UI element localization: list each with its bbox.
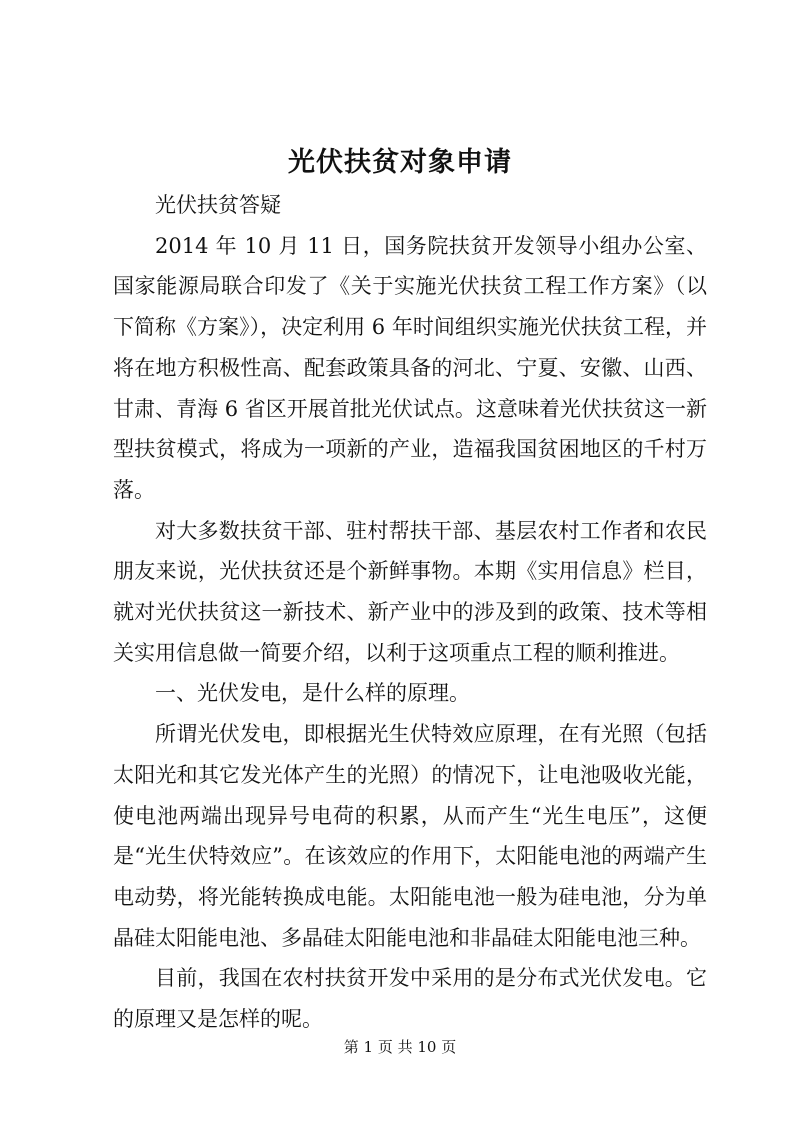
document-body xyxy=(113,185,707,1040)
page-number-footer: 第 1 页 共 10 页 xyxy=(343,1038,457,1056)
paragraph-subtitle: 光伏扶贫答疑 xyxy=(155,193,281,217)
paragraph-background: 对大多数扶贫干部、驻村帮扶干部、基层农村工作者和农民朋友来说，光伏扶贫还是个新鲜事物。本期《实用信息》栏目，就对光伏扶贫这一新技术、新产业中的涉及到的政策、技术等相关实用信息做一简要介绍，以利于这项重点工程的顺利推进。 xyxy=(113,518,707,665)
section-heading-principle: 一、光伏发电，是什么样的原理。 xyxy=(155,681,470,706)
paragraph-distributed: 目前，我国在农村扶贫开发中采用的是分布式光伏发电。它的原理又是怎样的呢。 xyxy=(113,966,707,1032)
paragraph-principle: 所谓光伏发电，即根据光生伏特效应原理，在有光照（包括太阳光和其它发光体产生的光照）的情况下，让电池吸收光能，使电池两端出现异号电荷的积累，从而产生“光生电压”，这便是“光生伏特效应”。在该效应的作用下，太阳能电池的两端产生电动势，将光能转换成电能。太阳能电池一般为硅电池，分为单晶硅太阳能电池、多晶硅太阳能电池和非晶硅太阳能电池三种。 xyxy=(113,722,707,950)
paragraph-intro: 2014 年 10 月 11 日，国务院扶贫开发领导小组办公室、国家能源局联合印发了《关于实施光伏扶贫工程工作方案》（以下简称《方案》），决定利用 6 年时间组织实施光伏扶贫工程，并将在地方积极性高、配套政策具备的河北、宁夏、安徽、山西、甘肃、青海 6 省区开展首批光伏试点。这意味着光伏扶贫这一新型扶贫模式，将成为一项新的产业，造福我国贫困地区的千村万落。 xyxy=(113,233,707,502)
document-title: 光伏扶贫对象申请 xyxy=(288,147,512,178)
